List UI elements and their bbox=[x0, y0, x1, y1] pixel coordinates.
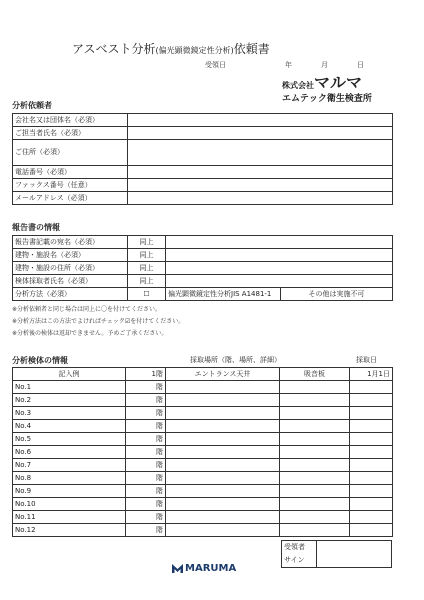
receiver-label-line1: 受領者 bbox=[284, 543, 305, 551]
table-row bbox=[13, 275, 393, 288]
section-sample-heading: 分析検体の情報 bbox=[12, 356, 68, 365]
sample-row bbox=[13, 381, 393, 394]
detail-cell[interactable] bbox=[280, 381, 350, 394]
place-cell[interactable] bbox=[166, 459, 280, 472]
document-title bbox=[72, 40, 270, 57]
date-cell[interactable] bbox=[350, 420, 393, 433]
example-place: エントランス天井 bbox=[166, 368, 280, 381]
table-row bbox=[13, 249, 393, 262]
floor-cell[interactable]: 階 bbox=[126, 407, 166, 420]
sample-row bbox=[13, 420, 393, 433]
year-label: 年 bbox=[285, 61, 292, 69]
sample-number: No.12 bbox=[13, 524, 126, 537]
place-cell[interactable] bbox=[166, 407, 280, 420]
note-line: ※分析後の検体は返却できません。予めご了承ください。 bbox=[12, 330, 168, 337]
place-cell[interactable] bbox=[166, 498, 280, 511]
month-label: 月 bbox=[321, 61, 328, 69]
floor-cell[interactable]: 階 bbox=[126, 420, 166, 433]
row-label: 分析方法（必須） bbox=[13, 288, 128, 301]
day-label: 日 bbox=[357, 61, 364, 69]
section-requester-heading: 分析依頼者 bbox=[12, 101, 52, 110]
date-cell[interactable] bbox=[350, 524, 393, 537]
detail-cell[interactable] bbox=[280, 524, 350, 537]
place-cell[interactable] bbox=[166, 433, 280, 446]
row-label: 検体採取者氏名（必須） bbox=[13, 275, 128, 288]
detail-cell[interactable] bbox=[280, 394, 350, 407]
sample-row bbox=[13, 459, 393, 472]
company-name: マルマ bbox=[314, 73, 363, 92]
sample-row bbox=[13, 524, 393, 537]
other-method-note: その他は実施不可 bbox=[281, 288, 393, 301]
table-row bbox=[13, 192, 393, 205]
row-label: 建物・施設の住所（必須） bbox=[13, 262, 128, 275]
sample-row bbox=[13, 498, 393, 511]
detail-cell[interactable] bbox=[280, 511, 350, 524]
date-column-heading: 採取日 bbox=[356, 356, 377, 364]
sample-row bbox=[13, 472, 393, 485]
place-cell[interactable] bbox=[166, 394, 280, 407]
detail-cell[interactable] bbox=[280, 498, 350, 511]
date-cell[interactable] bbox=[350, 446, 393, 459]
input-cell[interactable] bbox=[128, 140, 393, 166]
row-label: ご住所（必須） bbox=[13, 140, 128, 166]
floor-cell[interactable]: 階 bbox=[126, 485, 166, 498]
date-cell[interactable] bbox=[350, 485, 393, 498]
floor-cell[interactable]: 階 bbox=[126, 381, 166, 394]
sample-number: No.2 bbox=[13, 394, 126, 407]
table-row bbox=[13, 262, 393, 275]
table-row bbox=[13, 179, 393, 192]
sample-number: No.5 bbox=[13, 433, 126, 446]
floor-cell[interactable]: 階 bbox=[126, 446, 166, 459]
table-row bbox=[13, 166, 393, 179]
sample-row bbox=[13, 433, 393, 446]
receiver-sign-box bbox=[281, 540, 392, 568]
input-cell[interactable] bbox=[166, 236, 393, 249]
maruma-mark-icon bbox=[172, 564, 183, 573]
input-cell[interactable] bbox=[128, 179, 393, 192]
date-cell[interactable] bbox=[350, 381, 393, 394]
input-cell[interactable] bbox=[128, 166, 393, 179]
sample-number: No.9 bbox=[13, 485, 126, 498]
input-cell[interactable] bbox=[166, 249, 393, 262]
example-label: 記入例 bbox=[13, 368, 126, 381]
sample-number: No.1 bbox=[13, 381, 126, 394]
sample-row bbox=[13, 511, 393, 524]
detail-cell[interactable] bbox=[280, 407, 350, 420]
detail-cell[interactable] bbox=[280, 485, 350, 498]
detail-cell[interactable] bbox=[280, 472, 350, 485]
row-label: 建物・施設名（必須） bbox=[13, 249, 128, 262]
floor-cell[interactable]: 階 bbox=[126, 472, 166, 485]
company-logo bbox=[282, 70, 382, 104]
table-row bbox=[13, 114, 393, 127]
sample-row bbox=[13, 407, 393, 420]
sample-number: No.10 bbox=[13, 498, 126, 511]
same-as-above[interactable]: 同上 bbox=[128, 275, 166, 288]
floor-cell[interactable]: 階 bbox=[126, 498, 166, 511]
input-cell[interactable] bbox=[166, 275, 393, 288]
date-cell[interactable] bbox=[350, 407, 393, 420]
row-label: ご担当者氏名（必須） bbox=[13, 127, 128, 140]
place-cell[interactable] bbox=[166, 381, 280, 394]
company-lab-name: エムテック衛生検査所 bbox=[282, 94, 372, 104]
place-cell[interactable] bbox=[166, 485, 280, 498]
footer-brand: MARUMA bbox=[185, 563, 237, 574]
input-cell[interactable] bbox=[128, 114, 393, 127]
report-notes bbox=[12, 304, 184, 340]
input-cell[interactable] bbox=[166, 262, 393, 275]
place-cell[interactable] bbox=[166, 472, 280, 485]
place-cell[interactable] bbox=[166, 446, 280, 459]
detail-cell[interactable] bbox=[280, 420, 350, 433]
input-cell[interactable] bbox=[128, 192, 393, 205]
sample-table bbox=[12, 367, 393, 537]
sample-number: No.11 bbox=[13, 511, 126, 524]
sample-number: No.7 bbox=[13, 459, 126, 472]
location-column-heading: 採取場所（階、場所、詳細） bbox=[190, 356, 281, 364]
floor-cell[interactable]: 階 bbox=[126, 433, 166, 446]
receiver-label bbox=[282, 541, 317, 568]
note-line: ※分析方法はこの方法でよければチェック☑を付けてください。 bbox=[12, 318, 185, 325]
detail-cell[interactable] bbox=[280, 433, 350, 446]
footer-logo bbox=[172, 563, 236, 574]
place-cell[interactable] bbox=[166, 524, 280, 537]
input-cell[interactable] bbox=[128, 127, 393, 140]
company-prefix: 株式会社 bbox=[282, 81, 314, 90]
title-main: アスベスト分析 bbox=[72, 42, 156, 56]
requester-table bbox=[12, 113, 393, 205]
place-cell[interactable] bbox=[166, 511, 280, 524]
date-cell[interactable] bbox=[350, 459, 393, 472]
title-suffix: 依頼書 bbox=[233, 42, 270, 56]
section-report-heading: 報告書の情報 bbox=[12, 223, 60, 232]
row-label: メールアドレス（必須） bbox=[13, 192, 128, 205]
table-row bbox=[13, 236, 393, 249]
table-row bbox=[13, 288, 393, 301]
place-cell[interactable] bbox=[166, 420, 280, 433]
example-date: 1月1日 bbox=[350, 368, 393, 381]
detail-cell[interactable] bbox=[280, 459, 350, 472]
example-detail: 吸音板 bbox=[280, 368, 350, 381]
row-label: 電話番号（必須） bbox=[13, 166, 128, 179]
sample-row bbox=[13, 485, 393, 498]
sample-number: No.6 bbox=[13, 446, 126, 459]
date-cell[interactable] bbox=[350, 472, 393, 485]
table-row bbox=[13, 140, 393, 166]
example-row bbox=[13, 368, 393, 381]
same-as-above[interactable]: 同上 bbox=[128, 262, 166, 275]
same-as-above[interactable]: 同上 bbox=[128, 236, 166, 249]
table-row bbox=[282, 541, 392, 568]
date-cell[interactable] bbox=[350, 498, 393, 511]
title-sub: (偏光顕微鏡定性分析) bbox=[155, 46, 234, 55]
note-line: ※分析依頼者と同じ場合は同上に〇を付けてください。 bbox=[12, 306, 162, 313]
date-cell[interactable] bbox=[350, 433, 393, 446]
received-label: 受領日 bbox=[205, 61, 226, 69]
sample-number: No.8 bbox=[13, 472, 126, 485]
method-checkbox[interactable]: ☐ bbox=[128, 288, 166, 301]
sample-row bbox=[13, 394, 393, 407]
date-cell[interactable] bbox=[350, 394, 393, 407]
floor-cell[interactable]: 階 bbox=[126, 459, 166, 472]
same-as-above[interactable]: 同上 bbox=[128, 249, 166, 262]
method-text: 偏光顕微鏡定性分析JIS A1481-1 bbox=[166, 288, 281, 301]
row-label: ファックス番号（任意） bbox=[13, 179, 128, 192]
date-cell[interactable] bbox=[350, 511, 393, 524]
sample-row bbox=[13, 446, 393, 459]
receiver-label-line2: サイン bbox=[284, 556, 305, 564]
sample-number: No.3 bbox=[13, 407, 126, 420]
floor-cell[interactable]: 階 bbox=[126, 524, 166, 537]
floor-cell[interactable]: 階 bbox=[126, 511, 166, 524]
example-floor: 1階 bbox=[126, 368, 166, 381]
row-label: 報告書記載の宛名（必須） bbox=[13, 236, 128, 249]
table-row bbox=[13, 127, 393, 140]
report-table bbox=[12, 235, 393, 301]
row-label: 会社名又は団体名（必須） bbox=[13, 114, 128, 127]
floor-cell[interactable]: 階 bbox=[126, 394, 166, 407]
sample-number: No.4 bbox=[13, 420, 126, 433]
detail-cell[interactable] bbox=[280, 446, 350, 459]
signature-cell[interactable] bbox=[317, 541, 392, 568]
